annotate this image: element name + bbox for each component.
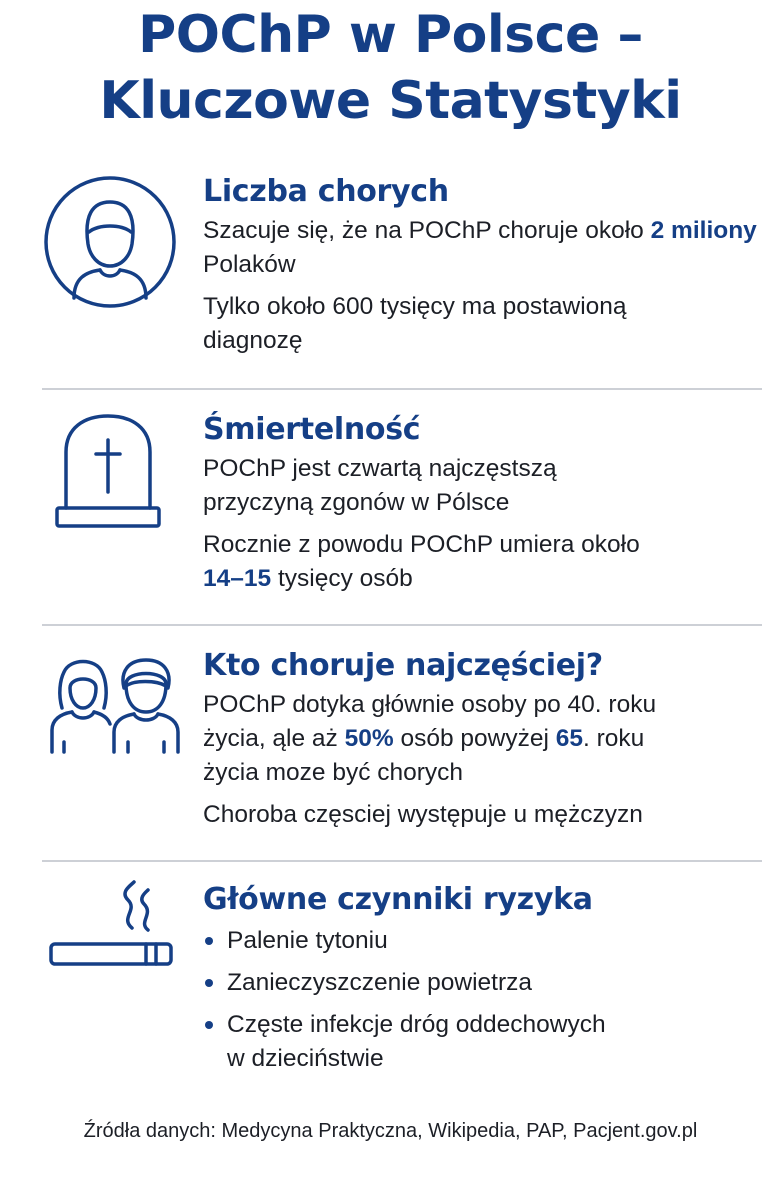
- risk-factor-text: Częste infekcje dróg oddechowych w dzieciństwie: [227, 1011, 606, 1072]
- who-gender: Choroba częsciej występuje u mężczyzn: [203, 801, 643, 828]
- patients-estimate-text: Szacuje się, że na POChP choruje około: [203, 217, 651, 244]
- person-icon: [42, 174, 178, 310]
- bullet-dot: [205, 1021, 213, 1029]
- who-age-middle: osób powyżej: [393, 725, 556, 752]
- patients-estimate-suffix: Polaków: [203, 251, 296, 278]
- who-heading: Kto choruje najczęściej?: [203, 648, 603, 683]
- who-percent-highlight: 50%: [344, 725, 394, 752]
- mortality-rank: POChP jest czwartą najczęstszą przyczyną zgonów w Pólsce: [203, 455, 557, 516]
- divider: [42, 624, 762, 626]
- cigarette-icon: [48, 880, 174, 970]
- risk-factor-text: Palenie tytoniu: [227, 927, 388, 954]
- gravestone-icon: [54, 412, 162, 530]
- patients-estimate: [203, 214, 763, 282]
- mortality-annual-suffix: tysięcy osób: [271, 565, 413, 592]
- who-age-suffix: . roku życia moze być chorych: [203, 725, 645, 786]
- divider: [42, 388, 762, 390]
- title-line-1: POChP w Polsce –: [138, 5, 643, 65]
- risk-heading: Główne czynniki ryzyka: [203, 882, 593, 917]
- mortality-annual-text: Rocznie z powodu POChP umiera około: [203, 531, 640, 558]
- risk-factor-text: Zanieczyszczenie powietrza: [227, 969, 533, 996]
- bullet-dot: [205, 979, 213, 987]
- couple-icon: [46, 650, 184, 754]
- risk-factor-list: [203, 924, 763, 1076]
- mortality-count-highlight: 14–15: [203, 565, 272, 592]
- who-age: [203, 688, 703, 790]
- title-line-2: Kluczowe Statystyki: [99, 71, 682, 131]
- bullet-dot: [205, 937, 213, 945]
- who-age-text: POChP dotyka głównie osoby po 40. roku życia, ąle aż: [203, 691, 657, 752]
- list-item: [203, 924, 763, 958]
- patients-heading: Liczba chorych: [203, 174, 449, 209]
- divider: [42, 860, 762, 862]
- patients-count-highlight: 2 miliony: [650, 217, 757, 244]
- list-item: [203, 966, 763, 1000]
- list-item: [203, 1008, 627, 1076]
- mortality-heading: Śmiertelność: [203, 412, 421, 447]
- page-title: [0, 2, 781, 134]
- sources-footer: Źródła danych: Medycyna Praktyczna, Wikipedia, PAP, Pacjent.gov.pl: [83, 1120, 698, 1142]
- mortality-annual: [203, 528, 673, 596]
- patients-diagnosed: Tylko około 600 tysięcy ma postawioną diagnozę: [203, 293, 627, 354]
- who-age-highlight: 65: [555, 725, 583, 752]
